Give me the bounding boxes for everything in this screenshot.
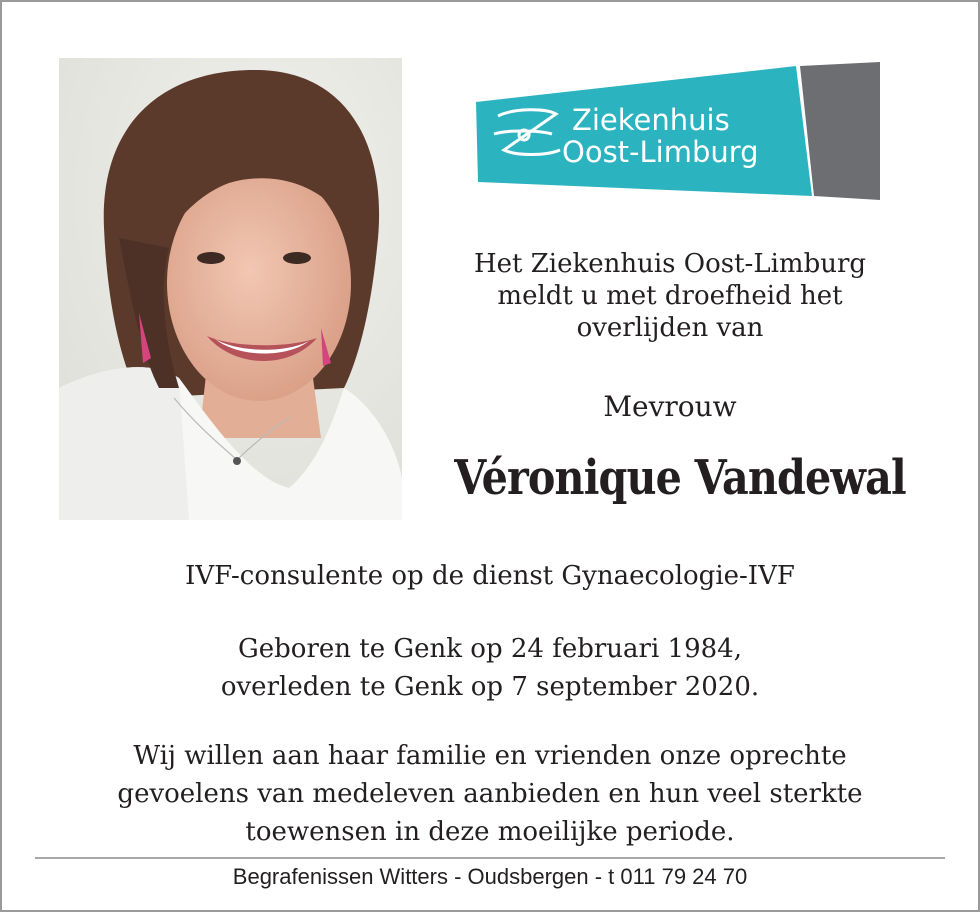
logo-line-1: Ziekenhuis: [572, 103, 730, 137]
intro-text: [430, 248, 910, 344]
message-line-3: toewensen in deze moeilijke periode.: [245, 817, 735, 847]
condolence-message: [20, 737, 960, 851]
hospital-logo: [476, 58, 886, 208]
role-text: IVF-consulente op de dienst Gynaecologie-IVF: [185, 561, 795, 591]
footer-funeral-home: Begrafenissen Witters - Oudsbergen - t 011 79 24 70: [232, 864, 748, 889]
deceased-name: Véronique Vandewal: [454, 450, 906, 506]
message-line-2: gevoelens van medeleven aanbieden en hun veel sterkte: [117, 779, 863, 809]
death-line: overleden te Genk op 7 september 2020.: [220, 672, 760, 702]
portrait-photo: [59, 58, 402, 520]
birth-line: Geboren te Genk op 24 februari 1984,: [238, 634, 742, 664]
dates-text: [20, 630, 960, 706]
intro-line-2: meldt u met droefheid het: [497, 281, 843, 311]
footer-divider: [35, 857, 945, 859]
salutation: Mevrouw: [603, 390, 737, 423]
message-line-1: Wij willen aan haar familie en vrienden onze oprechte: [133, 741, 847, 771]
intro-line-3: overlijden van: [576, 313, 764, 343]
intro-line-1: Het Ziekenhuis Oost-Limburg: [473, 249, 867, 279]
logo-line-2: Oost-Limburg: [562, 135, 759, 169]
